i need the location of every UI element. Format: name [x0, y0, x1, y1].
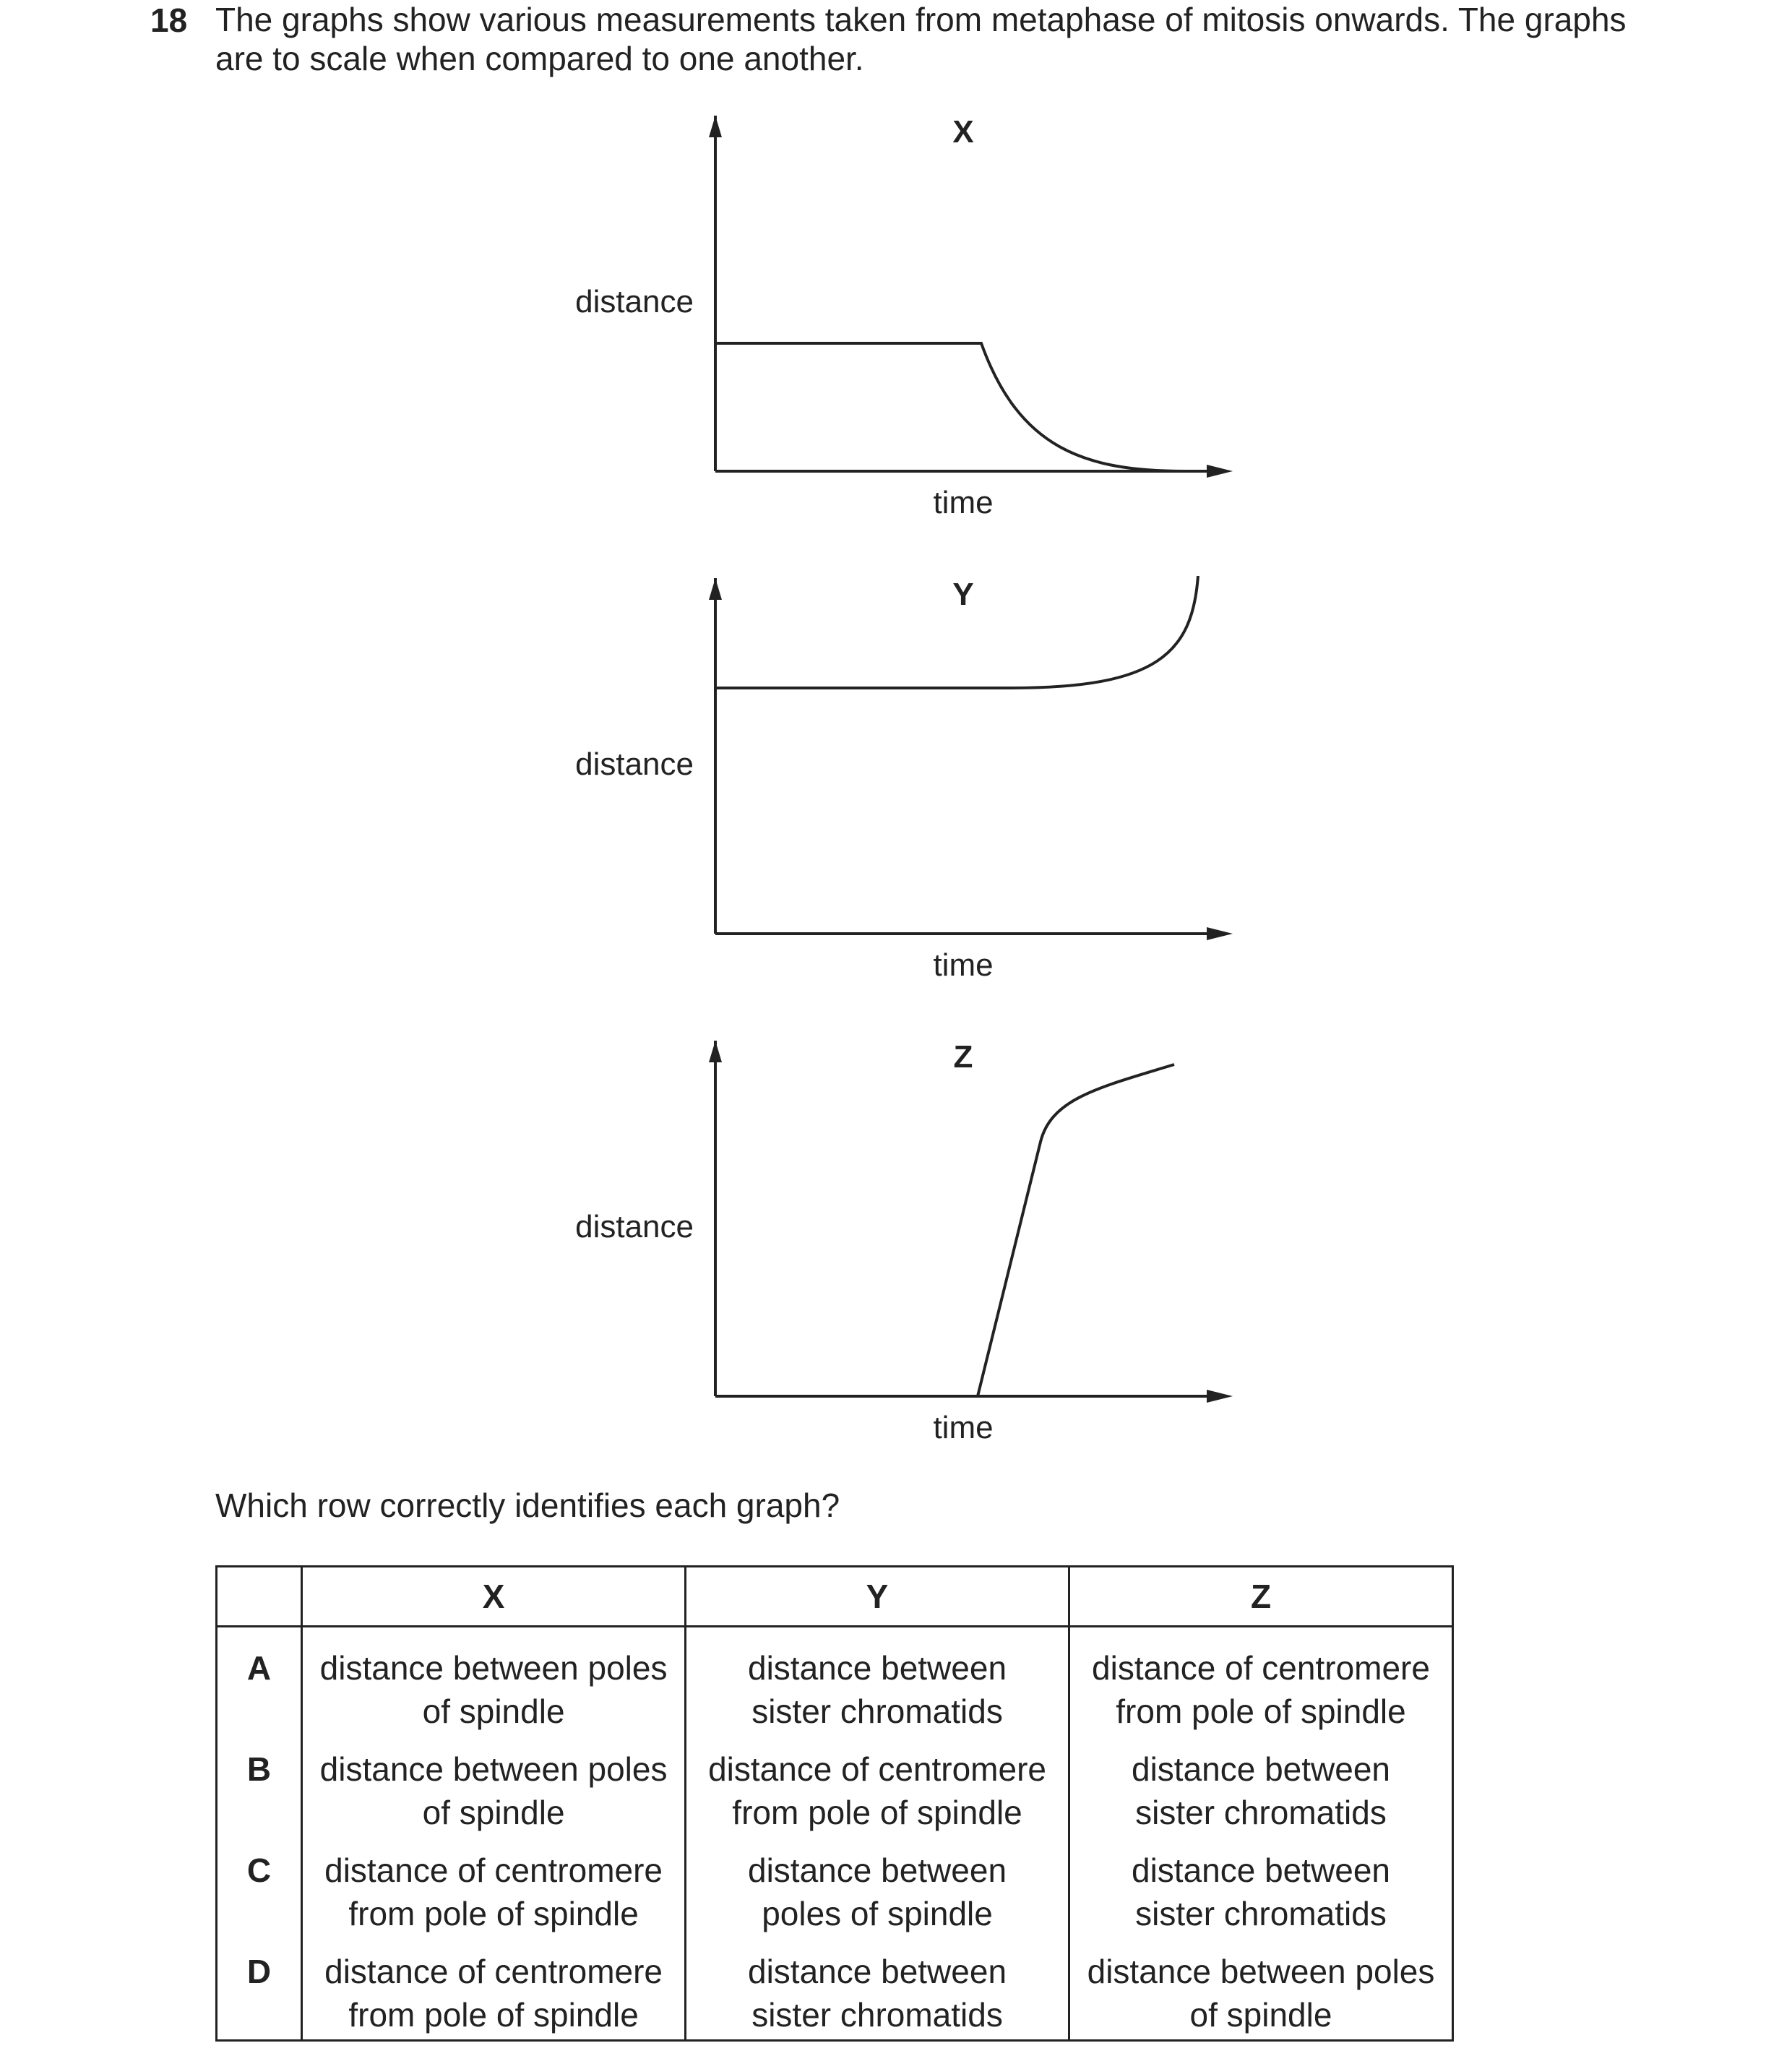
graph-y: [575, 576, 1233, 983]
header-x: X: [302, 1567, 686, 1627]
cell-line: distance between poles: [1087, 1953, 1435, 1990]
cell-line: of spindle: [422, 1794, 565, 1831]
cell-line: distance between: [748, 1851, 1007, 1889]
answer-table: [215, 1565, 1454, 2042]
graph-z-ylabel: distance: [575, 1209, 694, 1244]
answer-table-header-row: [217, 1567, 1453, 1627]
graph-y-y-arrow: [709, 578, 722, 600]
cell-x: [302, 1950, 686, 2041]
cell-line: from pole of spindle: [732, 1794, 1022, 1831]
cell-line: distance between: [748, 1953, 1007, 1990]
graph-y-title: Y: [952, 577, 974, 612]
cell-line: sister chromatids: [1135, 1794, 1387, 1831]
cell-z: [1069, 1950, 1453, 2041]
cell-z: [1069, 1627, 1453, 1748]
cell-x: [302, 1627, 686, 1748]
graph-z-xlabel: time: [933, 1410, 994, 1445]
answer-row-c[interactable]: [217, 1849, 1453, 1950]
row-letter: C: [217, 1849, 302, 1950]
answer-row-a[interactable]: [217, 1627, 1453, 1748]
answer-row-d[interactable]: [217, 1950, 1453, 2041]
cell-line: distance of centromere: [324, 1851, 663, 1889]
graph-z-title: Z: [953, 1039, 973, 1075]
question-prompt: Which row correctly identifies each graph?: [215, 1487, 840, 1524]
cell-z: [1069, 1849, 1453, 1950]
header-blank: [217, 1567, 302, 1627]
row-letter: A: [217, 1627, 302, 1748]
cell-line: distance between: [1131, 1750, 1391, 1788]
graph-x-xlabel: time: [933, 485, 994, 520]
graph-x-y-arrow: [709, 116, 722, 137]
graph-x: [575, 114, 1233, 520]
question-stem: The graphs show various measurements taken from metaphase of mitosis onwards. The graphs are to scale when compared to one another.: [215, 1, 1627, 77]
cell-line: from pole of spindle: [348, 1996, 639, 2034]
graph-x-x-arrow: [1207, 465, 1233, 478]
cell-line: of spindle: [1189, 1996, 1332, 2034]
answer-row-b[interactable]: [217, 1747, 1453, 1849]
cell-y: [686, 1950, 1069, 2041]
cell-line: sister chromatids: [751, 1692, 1003, 1730]
graph-x-title: X: [952, 114, 974, 150]
cell-y: [686, 1627, 1069, 1748]
cell-line: sister chromatids: [751, 1996, 1003, 2034]
cell-z: [1069, 1747, 1453, 1849]
cell-line: distance between: [748, 1649, 1007, 1687]
cell-line: distance between poles: [319, 1649, 668, 1687]
cell-line: distance between poles: [319, 1750, 668, 1788]
cell-y: [686, 1849, 1069, 1950]
row-letter: B: [217, 1747, 302, 1849]
graph-x-curve: [715, 343, 1185, 471]
graph-y-xlabel: time: [933, 947, 994, 983]
cell-x: [302, 1849, 686, 1950]
graph-z-y-arrow: [709, 1041, 722, 1062]
cell-line: distance between: [1131, 1851, 1391, 1889]
graph-z: [575, 1039, 1233, 1445]
row-letter: D: [217, 1950, 302, 2041]
graph-x-ylabel: distance: [575, 284, 694, 319]
cell-line: poles of spindle: [762, 1895, 993, 1932]
question-number: 18: [150, 1, 188, 39]
cell-line: from pole of spindle: [348, 1895, 639, 1932]
graph-y-x-arrow: [1207, 927, 1233, 940]
graph-z-curve: [978, 1064, 1174, 1396]
graph-z-x-arrow: [1207, 1390, 1233, 1403]
cell-line: distance of centromere: [1092, 1649, 1430, 1687]
cell-line: from pole of spindle: [1116, 1692, 1406, 1730]
header-z: Z: [1069, 1567, 1453, 1627]
header-y: Y: [686, 1567, 1069, 1627]
cell-line: of spindle: [422, 1692, 565, 1730]
cell-line: distance of centromere: [708, 1750, 1046, 1788]
graph-y-ylabel: distance: [575, 747, 694, 782]
cell-line: distance of centromere: [324, 1953, 663, 1990]
cell-line: sister chromatids: [1135, 1895, 1387, 1932]
cell-x: [302, 1747, 686, 1849]
cell-y: [686, 1747, 1069, 1849]
